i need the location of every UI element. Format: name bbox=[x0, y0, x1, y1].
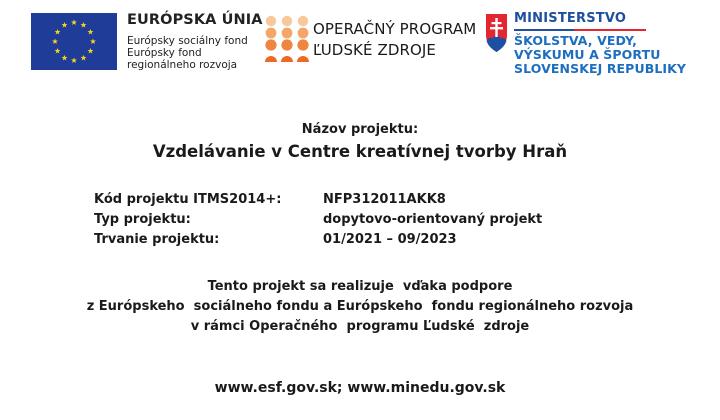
project-name-label: Názov projektu: bbox=[301, 122, 419, 137]
eu-logo-line: Európsky fond bbox=[127, 47, 202, 59]
ministry-logo-line: ŠKOLSTVA, VEDY, bbox=[514, 33, 637, 48]
support-text-line: Tento projekt sa realizuje vďaka podpore bbox=[207, 279, 513, 294]
ministry-logo-line: VÝSKUMU A ŠPORTU bbox=[514, 47, 661, 62]
project-name: Vzdelávanie v Centre kreatívnej tvorby Hraň bbox=[152, 142, 568, 161]
op-dots-icon bbox=[264, 15, 310, 63]
eu-logo-title: EURÓPSKA ÚNIA bbox=[127, 12, 263, 28]
op-logo-line: OPERAČNÝ PROGRAM bbox=[313, 20, 477, 38]
footer-links: www.esf.gov.sk; www.minedu.gov.sk bbox=[214, 380, 506, 396]
info-value-type: dopytovo-orientovaný projekt bbox=[323, 212, 543, 227]
info-value-itms: NFP312011AKK8 bbox=[323, 192, 446, 207]
slovak-coat-of-arms-icon bbox=[485, 13, 508, 53]
eu-flag-icon bbox=[31, 13, 117, 70]
info-key-type: Typ projektu: bbox=[94, 212, 191, 227]
eu-logo-line: Európsky sociálny fond bbox=[127, 35, 248, 47]
info-key-itms: Kód projektu ITMS2014+: bbox=[94, 192, 282, 207]
ministry-logo-underline bbox=[514, 29, 646, 31]
ministry-logo-line: SLOVENSKEJ REPUBLIKY bbox=[514, 61, 687, 76]
info-key-duration: Trvanie projektu: bbox=[94, 232, 220, 247]
support-text-line: z Európskeho sociálneho fondu a Európskeho fondu regionálneho rozvoja bbox=[86, 299, 634, 314]
eu-logo-line: regionálneho rozvoja bbox=[127, 59, 238, 71]
op-logo-line: ĽUDSKÉ ZDROJE bbox=[313, 41, 436, 59]
ministry-logo-title: MINISTERSTVO bbox=[514, 11, 627, 26]
support-text-line: v rámci Operačného programu Ľudské zdroje bbox=[190, 319, 530, 334]
info-value-duration: 01/2021 – 09/2023 bbox=[323, 232, 457, 247]
